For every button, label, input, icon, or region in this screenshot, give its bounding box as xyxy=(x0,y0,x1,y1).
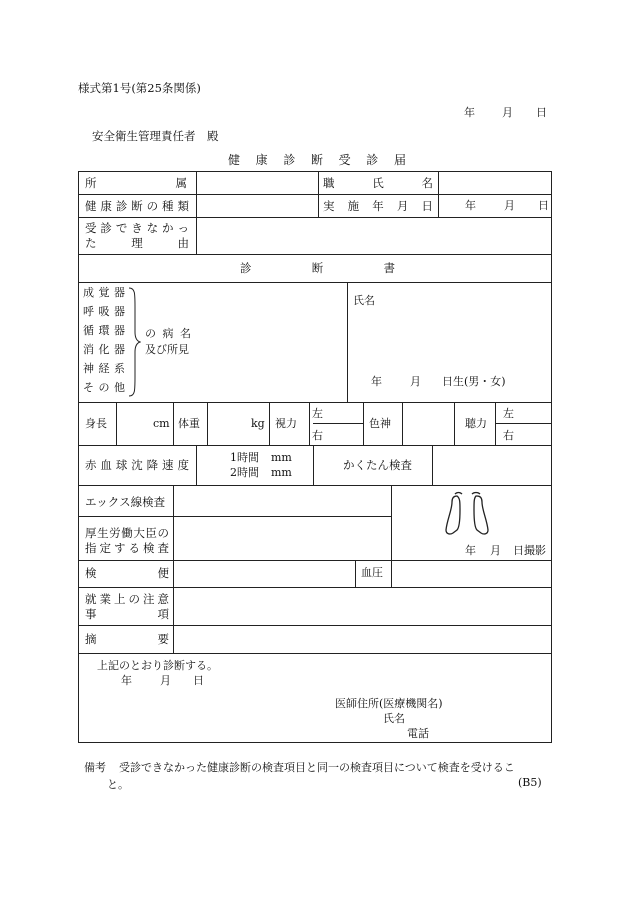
unit-kg: kg xyxy=(251,417,265,430)
glyph: 職 xyxy=(323,176,335,190)
glyph: 器 xyxy=(114,343,125,356)
glyph: 摘 xyxy=(85,632,97,646)
xray-month: 月 xyxy=(490,544,501,557)
glyph: 他 xyxy=(114,381,125,394)
certify-text: 上記のとおり診断する。 xyxy=(97,659,218,672)
glyph: 健 xyxy=(85,199,97,213)
glyph: 由 xyxy=(177,236,189,250)
birth-year: 年 xyxy=(371,375,382,388)
glyph: 成 xyxy=(83,286,94,299)
date-month: 月 xyxy=(502,106,513,119)
addressee-suffix: 殿 xyxy=(207,129,219,143)
glyph: 断 xyxy=(131,199,143,213)
label-taiju: 体重 xyxy=(178,417,200,430)
glyph: 器 xyxy=(114,324,125,337)
note-text-2: と。 xyxy=(107,778,129,791)
rule xyxy=(196,172,197,217)
label-mhlw-2 xyxy=(85,541,169,555)
rule xyxy=(432,445,433,485)
glyph: 球 xyxy=(115,458,128,472)
glyph: 名 xyxy=(180,327,191,340)
glyph: 康 xyxy=(255,153,268,167)
rule xyxy=(454,402,455,445)
label-shiryoku: 視力 xyxy=(275,417,297,430)
glyph: の xyxy=(145,327,156,340)
glyph: の xyxy=(146,199,159,213)
system-1 xyxy=(83,286,125,300)
glyph: 診 xyxy=(283,153,296,167)
glyph: 沈 xyxy=(131,458,143,472)
rule xyxy=(313,445,314,485)
label-ketsuatsu: 血圧 xyxy=(361,566,383,579)
rule xyxy=(79,217,551,218)
glyph: 化 xyxy=(98,343,110,356)
glyph: 項 xyxy=(157,607,169,621)
rule xyxy=(495,402,496,445)
glyph: 康 xyxy=(100,199,112,213)
rule xyxy=(207,402,208,445)
glyph: 指 xyxy=(85,541,97,555)
glyph: 上 xyxy=(114,592,126,606)
vision-left: 左 xyxy=(312,407,323,420)
glyph: 断 xyxy=(310,153,323,167)
glyph: 赤 xyxy=(85,458,97,472)
glyph: 速 xyxy=(162,458,174,472)
rule xyxy=(402,402,403,445)
glyph: 所 xyxy=(85,176,97,190)
date-day: 日 xyxy=(536,106,547,119)
rule xyxy=(79,653,551,654)
label-kenshin-shurui xyxy=(85,199,189,213)
glyph: 器 xyxy=(114,286,125,299)
glyph: 日 xyxy=(421,199,433,213)
hearing-left: 左 xyxy=(503,407,514,420)
glyph: き xyxy=(131,221,143,235)
glyph: 検 xyxy=(143,541,155,555)
glyph: す xyxy=(114,541,126,555)
glyph: 受 xyxy=(338,153,351,167)
label-kenben xyxy=(85,566,169,580)
certify-month: 月 xyxy=(160,674,171,687)
date-year: 年 xyxy=(464,106,475,119)
exam-month: 月 xyxy=(504,199,515,212)
glyph: 書 xyxy=(383,261,395,275)
glyph: 月 xyxy=(396,199,409,213)
hour-1: 1時間 xyxy=(230,451,259,464)
glyph: 器 xyxy=(114,305,125,318)
rule xyxy=(269,402,270,445)
glyph: 査 xyxy=(157,541,169,555)
label-reason-1 xyxy=(85,221,189,235)
glyph: 要 xyxy=(157,632,169,646)
glyph: 注 xyxy=(143,592,155,606)
certify-year: 年 xyxy=(121,674,132,687)
unit-cm: cm xyxy=(153,417,170,430)
certify-day: 日 xyxy=(193,674,204,687)
label-choryoku: 聴力 xyxy=(465,417,487,430)
glyph: 経 xyxy=(98,362,110,375)
form-number: 様式第1号(第25条関係) xyxy=(78,81,201,95)
glyph: 届 xyxy=(393,153,406,167)
rule xyxy=(79,516,391,517)
unit-mm-2: mm xyxy=(271,466,292,479)
system-4 xyxy=(83,343,125,357)
curly-brace-icon xyxy=(127,287,141,397)
glyph: 名 xyxy=(421,176,433,190)
exam-year: 年 xyxy=(465,199,476,212)
system-2 xyxy=(83,305,125,319)
glyph: 厚 xyxy=(85,526,97,540)
document-title-text xyxy=(228,151,406,168)
system-6 xyxy=(83,381,125,395)
doctor-address: 医師住所(医療機関名) xyxy=(335,697,443,710)
glyph: 消 xyxy=(83,343,94,356)
glyph: そ xyxy=(83,381,94,394)
hearing-right: 右 xyxy=(503,429,514,442)
glyph: 種 xyxy=(162,199,174,213)
rule xyxy=(318,172,319,217)
glyph: 血 xyxy=(100,458,112,472)
rule xyxy=(173,402,174,445)
glyph: 受 xyxy=(85,221,97,235)
glyph: で xyxy=(115,221,128,235)
rule xyxy=(79,194,551,195)
label-jisshi-ymd xyxy=(323,199,433,213)
label-shugyo-1 xyxy=(85,592,169,606)
rule xyxy=(196,445,197,485)
glyph: 年 xyxy=(372,199,384,213)
label-byomei xyxy=(145,327,191,341)
paper-size: (B5) xyxy=(518,776,542,789)
diagnosis-form xyxy=(78,171,552,743)
exam-day: 日 xyxy=(538,199,549,212)
rule xyxy=(79,282,551,283)
label-shugyo-2 xyxy=(85,607,169,621)
label-tekiyo xyxy=(85,632,169,646)
glyph: の xyxy=(157,526,169,540)
note-text-1: 受診できなかった健康診断の検査項目と同一の検査項目について検査を受けるこ xyxy=(119,761,515,774)
glyph: 診 xyxy=(366,153,379,167)
rule xyxy=(173,485,174,625)
rule xyxy=(79,402,551,403)
glyph: 実 xyxy=(323,199,335,213)
glyph: 生 xyxy=(97,526,109,540)
label-mhlw-1 xyxy=(85,526,169,540)
glyph: 働 xyxy=(121,526,133,540)
glyph: 降 xyxy=(146,458,159,472)
glyph: る xyxy=(128,541,140,555)
glyph: 労 xyxy=(109,526,121,540)
label-shozoku xyxy=(85,176,187,190)
glyph: 便 xyxy=(157,566,169,580)
addressee: 安全衛生管理責任者 xyxy=(92,129,196,143)
birth-month: 月 xyxy=(410,375,421,388)
rule xyxy=(79,254,551,255)
label-shokushimei xyxy=(323,176,433,190)
label-xray: エックス線検査 xyxy=(85,495,166,509)
xray-suffix: 日撮影 xyxy=(513,544,546,557)
rule xyxy=(79,587,551,588)
glyph: 診 xyxy=(115,199,128,213)
glyph: 定 xyxy=(99,541,111,555)
glyph: 度 xyxy=(177,458,189,472)
glyph: 属 xyxy=(175,176,187,190)
label-kakutan: かくたん検査 xyxy=(343,458,412,472)
system-3 xyxy=(83,324,125,338)
rule xyxy=(363,402,364,445)
label-sekichin xyxy=(85,458,189,472)
glyph: 氏 xyxy=(372,176,384,190)
document-title xyxy=(228,151,406,168)
glyph: 診 xyxy=(240,261,252,275)
glyph: 病 xyxy=(162,327,174,340)
label-shikishin: 色神 xyxy=(369,417,391,430)
glyph: な xyxy=(146,221,159,235)
note-label: 備考 xyxy=(84,761,106,774)
rule xyxy=(495,423,551,424)
rule xyxy=(173,625,174,653)
label-shimei: 氏名 xyxy=(353,294,375,307)
glyph: の xyxy=(98,381,110,394)
glyph: っ xyxy=(177,221,189,235)
rule xyxy=(116,402,117,445)
glyph: 業 xyxy=(99,592,111,606)
lungs-icon xyxy=(443,490,495,536)
rule xyxy=(196,217,197,254)
glyph: 健 xyxy=(228,153,241,167)
system-5 xyxy=(83,362,125,376)
rule xyxy=(347,282,348,402)
glyph: 就 xyxy=(85,592,97,606)
rule xyxy=(391,485,392,587)
rule xyxy=(355,560,356,587)
glyph: 大 xyxy=(133,526,145,540)
glyph: 事 xyxy=(85,607,97,621)
glyph: か xyxy=(162,221,174,235)
glyph: 診 xyxy=(100,221,112,235)
glyph: 環 xyxy=(98,324,110,337)
glyph: 神 xyxy=(83,362,94,375)
rule xyxy=(79,485,551,486)
rule xyxy=(309,402,310,445)
glyph: 意 xyxy=(157,592,169,606)
glyph: 覚 xyxy=(98,286,110,299)
glyph: 類 xyxy=(177,199,189,213)
glyph: 検 xyxy=(85,566,97,580)
unit-mm-1: mm xyxy=(271,451,292,464)
rule xyxy=(313,423,363,424)
label-shincho: 身長 xyxy=(85,417,107,430)
glyph: 施 xyxy=(347,199,360,213)
glyph: 循 xyxy=(83,324,94,337)
glyph: た xyxy=(85,236,97,250)
xray-year: 年 xyxy=(465,544,476,557)
rule xyxy=(79,560,551,561)
rule xyxy=(79,625,551,626)
rule xyxy=(438,172,439,217)
birth-suffix: 日生(男・女) xyxy=(442,375,506,388)
doctor-phone: 電話 xyxy=(407,727,429,740)
glyph: 呼 xyxy=(83,305,94,318)
rule xyxy=(79,445,551,446)
glyph: 断 xyxy=(311,261,324,275)
hour-2: 2時間 xyxy=(230,466,259,479)
glyph: 吸 xyxy=(98,305,110,318)
label-reason-2 xyxy=(85,236,189,250)
glyph: の xyxy=(128,592,140,606)
doctor-name: 氏名 xyxy=(383,712,405,725)
section-shindansho xyxy=(240,261,395,275)
glyph: 臣 xyxy=(145,526,157,540)
glyph: 系 xyxy=(114,362,125,375)
vision-right: 右 xyxy=(312,429,323,442)
label-shoken: 及び所見 xyxy=(145,343,189,356)
glyph: 理 xyxy=(131,236,143,250)
